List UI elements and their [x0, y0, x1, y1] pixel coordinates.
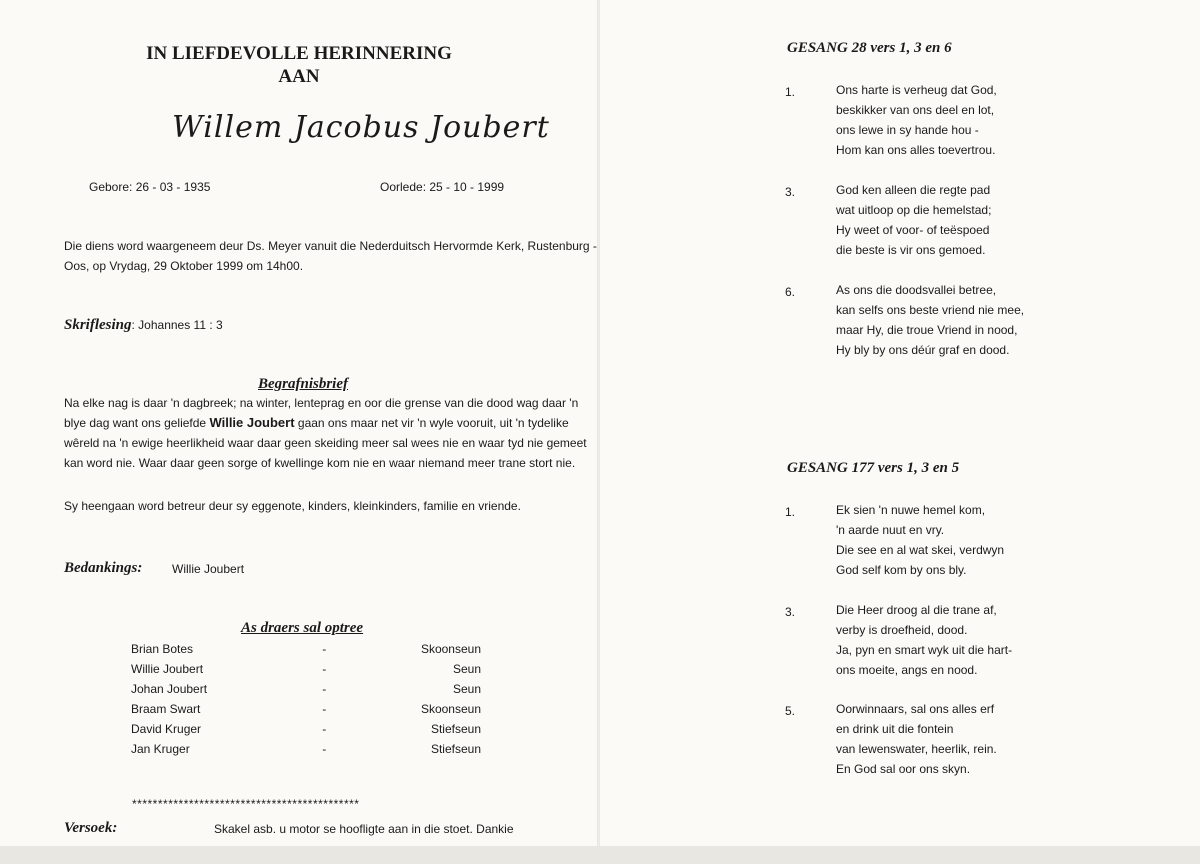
verse-line: En God sal oor ons skyn.: [836, 762, 971, 776]
verse-line: maar Hy, die troue Vriend in nood,: [836, 323, 1018, 337]
bearer-relation: Seun: [452, 662, 481, 676]
verse-line: Hy bly by ons déúr graf en dood.: [836, 343, 1010, 357]
reading-row: [64, 316, 223, 334]
verse-line: verby is droefheid, dood.: [836, 623, 968, 637]
verse-line: Ons harte is verheug dat God,: [836, 83, 997, 97]
service-paragraph: [64, 236, 597, 276]
service-line2: Oos, op Vrydag, 29 Oktober 1999 om 14h00.: [64, 259, 304, 273]
verse-line: die beste is vir ons gemoed.: [836, 243, 986, 257]
table-row: [131, 639, 481, 659]
page-fold: [597, 0, 600, 864]
bearer-dash: -: [322, 722, 327, 736]
letter-name: Willie Joubert: [209, 415, 295, 430]
verse-line: ons lewe in sy hande hou -: [836, 123, 979, 137]
bearer-relation: Stiefseun: [430, 742, 481, 756]
heading-line2: AAN: [278, 66, 320, 87]
letter-title: Begrafnisbrief: [258, 376, 348, 392]
bearer-relation: Seun: [452, 682, 481, 696]
letter-line2-end: gaan ons maar net vir 'n wyle vooruit, uit 'n tydelike: [294, 416, 569, 430]
table-row: [131, 699, 481, 719]
verse-line: Die Heer droog al die trane af,: [836, 603, 997, 617]
bearers-table: [131, 639, 481, 759]
table-row: [131, 659, 481, 679]
hymn1-verse6-number: 6.: [785, 285, 796, 299]
hymn2-verse3: [836, 600, 1012, 680]
letter-line1: Na elke nag is daar 'n dagbreek; na winter, lenteprag en oor die grense van die dood wag daar 'n: [64, 396, 579, 410]
hymn1-verse1: [836, 80, 997, 160]
hymn2-verse1-number: 1.: [785, 505, 796, 519]
verse-line: God self kom by ons bly.: [836, 563, 967, 577]
hymn2-verse5-number: 5.: [785, 704, 796, 718]
birth-date: Gebore: 26 - 03 - 1935: [89, 180, 211, 194]
bearer-dash: -: [322, 702, 327, 716]
reading-label: Skriflesing: [64, 317, 132, 333]
bearer-name: Braam Swart: [131, 702, 201, 716]
bearer-dash: -: [322, 642, 327, 656]
letter-line2: [64, 413, 584, 433]
letter-line4: kan word nie. Waar daar geen sorge of kwellinge kom nie en waar niemand meer trane stort nie.: [64, 456, 576, 470]
bearer-name: Willie Joubert: [131, 662, 204, 676]
letter-line2-start: blye dag want ons geliefde: [64, 416, 210, 430]
hymn1-title: GESANG 28 vers 1, 3 en 6: [787, 40, 952, 56]
letter-paragraph: [64, 393, 587, 473]
hymn2-verse5: [836, 699, 997, 779]
verse-line: Hom kan ons alles toevertrou.: [836, 143, 996, 157]
verse-line: wat uitloop op die hemelstad;: [836, 203, 992, 217]
hymn1-verse6: [836, 280, 1024, 360]
verse-line: beskikker van ons deel en lot,: [836, 103, 995, 117]
verse-line: God ken alleen die regte pad: [836, 183, 991, 197]
service-line1: Die diens word waargeneem deur Ds. Meyer vanuit die Nederduitsch Hervormde Kerk, Rustenburg -: [64, 239, 597, 253]
verse-line: 'n aarde nuut en vry.: [836, 523, 945, 537]
verse-line: en drink uit die fontein: [836, 722, 954, 736]
table-row: [131, 719, 481, 739]
letter-line5: Sy heengaan word betreur deur sy eggenote, kinders, kleinkinders, familie en vriende.: [64, 499, 521, 513]
bearer-name: Johan Joubert: [131, 682, 208, 696]
bearer-relation: Stiefseun: [430, 722, 481, 736]
bearer-relation: Skoonseun: [420, 702, 481, 716]
hymn1-verse3: [836, 180, 991, 260]
verse-line: Hy weet of voor- of teëspoed: [836, 223, 990, 237]
verse-line: van lewenswater, heerlik, rein.: [836, 742, 997, 756]
bearer-relation: Skoonseun: [420, 642, 481, 656]
hymn1-verse1-number: 1.: [785, 85, 796, 99]
heading-line1: IN LIEFDEVOLLE HERINNERING: [146, 43, 452, 64]
verse-line: Ja, pyn en smart wyk uit die hart-: [836, 643, 1013, 657]
death-date: Oorlede: 25 - 10 - 1999: [380, 180, 505, 194]
bearer-dash: -: [322, 662, 327, 676]
thanks-label: Bedankings:: [64, 560, 143, 576]
bearers-title: As draers sal optree: [241, 620, 364, 636]
hymn1-verse3-number: 3.: [785, 185, 796, 199]
hymn2-verse1: [836, 500, 1004, 580]
request-value: Skakel asb. u motor se hoofligte aan in die stoet. Dankie: [214, 822, 514, 836]
deceased-name: Willem Jacobus Joubert: [172, 110, 550, 145]
table-row: [131, 679, 481, 699]
thanks-value: Willie Joubert: [172, 562, 245, 576]
separator: ********************************************: [132, 797, 360, 811]
table-row: [131, 739, 481, 759]
bearer-name: Brian Botes: [131, 642, 194, 656]
bearer-dash: -: [322, 742, 327, 756]
verse-line: kan selfs ons beste vriend nie mee,: [836, 303, 1025, 317]
hymn2-verse3-number: 3.: [785, 605, 796, 619]
bearer-name: David Kruger: [131, 722, 202, 736]
verse-line: ons moeite, angs en nood.: [836, 663, 978, 677]
request-label: Versoek:: [64, 820, 118, 836]
letter-line3: wêreld na 'n ewige heerlikheid waar daar geen skeiding meer sal wees nie en waar tyd nie gemeet: [64, 436, 587, 450]
hymn2-title: GESANG 177 vers 1, 3 en 5: [787, 460, 960, 476]
verse-line: As ons die doodsvallei betree,: [836, 283, 997, 297]
bottom-edge: [0, 846, 1200, 864]
reading-value: : Johannes 11 : 3: [131, 318, 223, 332]
verse-line: Oorwinnaars, sal ons alles erf: [836, 702, 995, 716]
verse-line: Die see en al wat skei, verdwyn: [836, 543, 1005, 557]
bearer-dash: -: [322, 682, 327, 696]
verse-line: Ek sien 'n nuwe hemel kom,: [836, 503, 986, 517]
bearer-name: Jan Kruger: [131, 742, 190, 756]
